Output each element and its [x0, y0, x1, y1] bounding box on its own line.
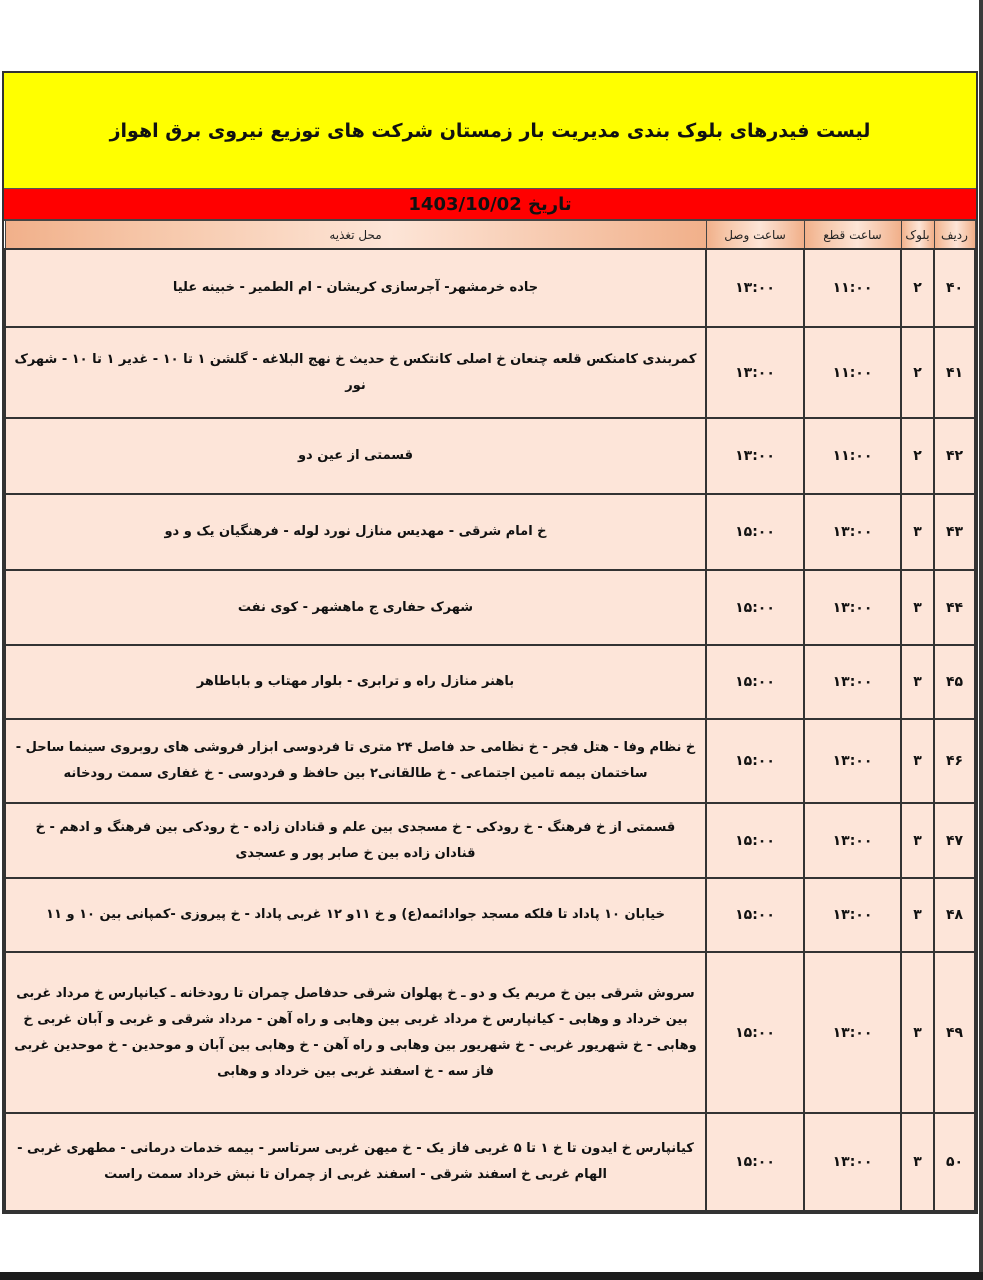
table-row — [5, 1113, 975, 1211]
connect-time-cell: ۱۳:۰۰ — [706, 327, 804, 418]
connect-time-cell: ۱۵:۰۰ — [706, 570, 804, 645]
block-cell: ۲ — [901, 418, 934, 494]
table-row — [5, 878, 975, 952]
feeder-schedule-table — [4, 221, 976, 1212]
connect-time-cell: ۱۵:۰۰ — [706, 494, 804, 570]
cut-time-cell: ۱۱:۰۰ — [804, 327, 901, 418]
row-number-cell: ۴۳ — [934, 494, 975, 570]
header-location: محل تغذیه — [5, 221, 706, 249]
table-row — [5, 494, 975, 570]
header-cut-time: ساعت قطع — [804, 221, 901, 249]
header-row-number: ردیف — [934, 221, 975, 249]
location-cell: قسمتی از عین دو — [5, 418, 706, 494]
block-cell: ۳ — [901, 719, 934, 803]
block-cell: ۳ — [901, 952, 934, 1113]
connect-time-cell: ۱۵:۰۰ — [706, 645, 804, 719]
document-date: تاریخ 1403/10/02 — [4, 189, 976, 221]
connect-time-cell: ۱۳:۰۰ — [706, 418, 804, 494]
block-cell: ۲ — [901, 249, 934, 327]
table-row — [5, 418, 975, 494]
table-row — [5, 327, 975, 418]
location-cell: خ نظام وفا - هتل فجر - خ نظامی حد فاصل ۲۴ متری تا فردوسی ابزار فروشی های روبروی سینما ساحل - ساختمان بیمه تامین اجتماعی - خ طالقانی۲ بین حافظ و فردوسی - خ غفاری سمت رودخانه — [5, 719, 706, 803]
cut-time-cell: ۱۳:۰۰ — [804, 645, 901, 719]
block-cell: ۳ — [901, 1113, 934, 1211]
connect-time-cell: ۱۵:۰۰ — [706, 878, 804, 952]
load-management-sheet — [2, 71, 978, 1214]
cut-time-cell: ۱۳:۰۰ — [804, 1113, 901, 1211]
cut-time-cell: ۱۳:۰۰ — [804, 952, 901, 1113]
row-number-cell: ۴۷ — [934, 803, 975, 878]
connect-time-cell: ۱۵:۰۰ — [706, 952, 804, 1113]
table-row — [5, 952, 975, 1113]
location-cell: سروش شرقی بین خ مریم یک و دو ـ خ پهلوان شرقی حدفاصل چمران تا رودخانه ـ کیانپارس خ مرداد غربی بین خرداد و وهابی - کیانپارس خ مرداد غربی بین وهابی و راه آهن - مرداد شرقی و غربی و آبان غربی خ وهابی - خ شهریور غربی - خ شهریور بین وهابی و راه آهن - خ وهابی بین آبان و موحدین - خ موحدین غربی فاز سه - خ اسفند غربی بین خرداد و وهابی — [5, 952, 706, 1113]
location-cell: قسمتی از خ فرهنگ - خ رودکی - خ مسجدی بین علم و قنادان زاده - خ رودکی بین فرهنگ و ادهم - خ قنادان زاده بین خ صابر پور و عسجدی — [5, 803, 706, 878]
document-title: لیست فیدرهای بلوک بندی مدیریت بار زمستان شرکت های توزیع نیروی برق اهواز — [4, 73, 976, 189]
connect-time-cell: ۱۳:۰۰ — [706, 249, 804, 327]
cut-time-cell: ۱۳:۰۰ — [804, 570, 901, 645]
table-row — [5, 719, 975, 803]
table-row — [5, 570, 975, 645]
block-cell: ۳ — [901, 494, 934, 570]
row-number-cell: ۴۸ — [934, 878, 975, 952]
location-cell: شهرک حفاری ج ماهشهر - کوی نفت — [5, 570, 706, 645]
connect-time-cell: ۱۵:۰۰ — [706, 803, 804, 878]
location-cell: باهنر منازل راه و ترابری - بلوار مهتاب و باباطاهر — [5, 645, 706, 719]
row-number-cell: ۴۱ — [934, 327, 975, 418]
location-cell: جاده خرمشهر- آجرسازی کریشان - ام الطمیر - خبینه علیا — [5, 249, 706, 327]
header-connect-time: ساعت وصل — [706, 221, 804, 249]
connect-time-cell: ۱۵:۰۰ — [706, 1113, 804, 1211]
cut-time-cell: ۱۳:۰۰ — [804, 494, 901, 570]
row-number-cell: ۴۲ — [934, 418, 975, 494]
block-cell: ۳ — [901, 878, 934, 952]
screen-bottom-bar — [0, 1272, 983, 1280]
cut-time-cell: ۱۳:۰۰ — [804, 878, 901, 952]
row-number-cell: ۴۶ — [934, 719, 975, 803]
block-cell: ۳ — [901, 570, 934, 645]
table-row — [5, 803, 975, 878]
table-row — [5, 645, 975, 719]
location-cell: خ امام شرقی - مهدیس منازل نورد لوله - فرهنگیان یک و دو — [5, 494, 706, 570]
table-row — [5, 249, 975, 327]
row-number-cell: ۵۰ — [934, 1113, 975, 1211]
row-number-cell: ۴۰ — [934, 249, 975, 327]
block-cell: ۳ — [901, 803, 934, 878]
row-number-cell: ۴۵ — [934, 645, 975, 719]
connect-time-cell: ۱۵:۰۰ — [706, 719, 804, 803]
row-number-cell: ۴۴ — [934, 570, 975, 645]
cut-time-cell: ۱۳:۰۰ — [804, 719, 901, 803]
location-cell: کمربندی کامنکس قلعه چنعان خ اصلی کانتکس خ حدیث خ نهج البلاغه - گلشن ۱ تا ۱۰ - غدیر ۱ تا ۱۰ - شهرک نور — [5, 327, 706, 418]
table-header-row — [5, 221, 975, 249]
cut-time-cell: ۱۱:۰۰ — [804, 249, 901, 327]
screen-edge — [979, 0, 983, 1272]
row-number-cell: ۴۹ — [934, 952, 975, 1113]
header-block: بلوک — [901, 221, 934, 249]
location-cell: خیابان ۱۰ پاداد تا فلکه مسجد جوادائمه(ع) و خ ۱۱و ۱۲ غربی پاداد - خ پیروزی -کمپانی بین ۱۰ و ۱۱ — [5, 878, 706, 952]
cut-time-cell: ۱۱:۰۰ — [804, 418, 901, 494]
block-cell: ۳ — [901, 645, 934, 719]
cut-time-cell: ۱۳:۰۰ — [804, 803, 901, 878]
location-cell: کیانپارس خ ایدون تا خ ۱ تا ۵ غربی فاز یک - خ میهن غربی سرتاسر - بیمه خدمات درمانی - مطهری غربی - الهام غربی خ اسفند شرقی - اسفند غربی از چمران تا نبش خرداد سمت راست — [5, 1113, 706, 1211]
block-cell: ۲ — [901, 327, 934, 418]
